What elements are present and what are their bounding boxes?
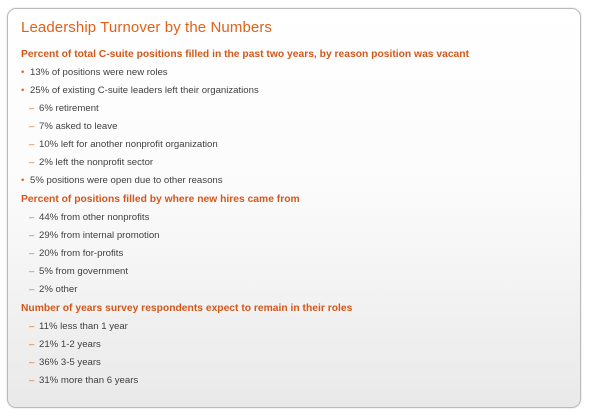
list-item	[21, 175, 580, 187]
section-list	[21, 321, 580, 387]
dash-marker: –	[29, 157, 35, 168]
sub-list-item	[21, 266, 580, 278]
dash-marker: –	[29, 375, 35, 386]
dash-marker: –	[29, 121, 35, 132]
list-item-text: 20% from for-profits	[39, 248, 124, 259]
list-item-text: 5% positions were open due to other reasons	[30, 175, 223, 186]
bullet-marker: •	[21, 67, 25, 78]
list-item-text: 21% 1-2 years	[39, 339, 101, 350]
dash-marker: –	[29, 139, 35, 150]
bullet-marker: •	[21, 175, 25, 186]
list-item-text: 13% of positions were new roles	[30, 67, 168, 78]
sub-list-item	[21, 284, 580, 296]
dash-marker: –	[29, 103, 35, 114]
list-item-text: 2% left the nonprofit sector	[39, 157, 154, 168]
sections-container	[21, 48, 580, 387]
section-heading: Percent of total C-suite positions filled in the past two years, by reason position was vacant	[21, 49, 470, 60]
section-list	[21, 212, 580, 296]
dash-marker: –	[29, 248, 35, 259]
list-item-text: 36% 3-5 years	[39, 357, 101, 368]
list-item-text: 10% left for another nonprofit organization	[39, 139, 218, 150]
list-item-text: 25% of existing C-suite leaders left their organizations	[30, 85, 259, 96]
dash-marker: –	[29, 230, 35, 241]
list-item-text: 5% from government	[39, 266, 129, 277]
info-card	[7, 8, 581, 408]
section-heading: Percent of positions filled by where new hires came from	[21, 194, 300, 205]
bullet-marker: •	[21, 85, 25, 96]
sub-list-item	[21, 139, 580, 151]
dash-marker: –	[29, 339, 35, 350]
sub-list-item	[21, 212, 580, 224]
sub-list-item	[21, 230, 580, 242]
dash-marker: –	[29, 266, 35, 277]
list-item-text: 29% from internal promotion	[39, 230, 160, 241]
list-item-text: 2% other	[39, 284, 78, 295]
list-item-text: 7% asked to leave	[39, 121, 118, 132]
dash-marker: –	[29, 284, 35, 295]
dash-marker: –	[29, 357, 35, 368]
list-item-text: 6% retirement	[39, 103, 99, 114]
list-item	[21, 85, 580, 97]
sub-list-item	[21, 339, 580, 351]
sub-list-item	[21, 121, 580, 133]
sub-list-item	[21, 375, 580, 387]
list-item	[21, 67, 580, 79]
sub-list-item	[21, 157, 580, 169]
section-heading: Number of years survey respondents expect to remain in their roles	[21, 303, 353, 314]
sub-list-item	[21, 103, 580, 115]
sub-list-item	[21, 357, 580, 369]
page-title: Leadership Turnover by the Numbers	[21, 19, 273, 36]
list-item-text: 31% more than 6 years	[39, 375, 139, 386]
section-list	[21, 67, 580, 187]
dash-marker: –	[29, 321, 35, 332]
list-item-text: 11% less than 1 year	[39, 321, 128, 332]
sub-list-item	[21, 321, 580, 333]
sub-list-item	[21, 248, 580, 260]
dash-marker: –	[29, 212, 35, 223]
list-item-text: 44% from other nonprofits	[39, 212, 150, 223]
